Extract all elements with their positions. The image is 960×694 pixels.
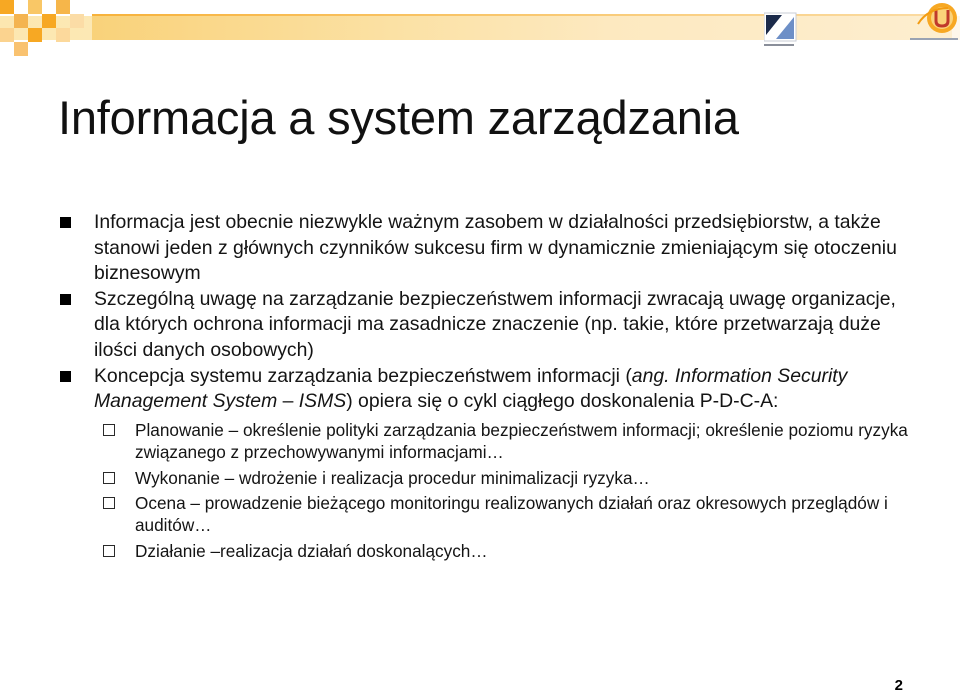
square-bullet-icon [60,371,71,382]
blue-logo-icon [764,11,798,49]
sub-item-text: Planowanie – określenie polityki zarządzania bezpieczeństwem informacji; określenie poziomu ryzyka związanego z przechowywanymi informacjami… [135,419,908,463]
bullet-text-term: ang. Information Security Management System [94,364,848,413]
sub-item [94,419,917,464]
hollow-square-bullet-icon [103,497,115,509]
sub-list [94,419,917,562]
hollow-square-bullet-icon [103,424,115,436]
bullet-text-acronym: ISMS [298,390,347,413]
bullet-text: Szczególną uwagę na zarządzanie bezpieczeństwem informacji zwracają uwagę organizacje, dla których ochrona informacji ma zasadnicze znaczenie (np. takie, które przetwarzają duże ilości danych osobowych) [94,287,896,361]
square-bullet-icon [60,217,71,228]
bullet-item [57,364,917,563]
bullet-item [57,287,917,364]
page-number: 2 [894,677,903,694]
header-band-gradient [92,16,952,40]
bullet-list [57,210,917,562]
bullet-text-tail: ) opiera się o cykl ciągłego doskonalenia P-D-C-A: [346,390,779,413]
slide-title: Informacja a system zarządzania [58,91,739,144]
sub-item-text: Działanie –realizacja działań doskonalących… [135,540,488,561]
bullet-text: Informacja jest obecnie niezwykle ważnym zasobem w działalności przedsiębiorstw, a także stanowi jeden z głównych czynników sukcesu firm w dynamicznie zmieniającym się otoczeniu biznesowym [94,211,897,285]
hollow-square-bullet-icon [103,545,115,557]
sub-item [94,540,917,562]
hollow-square-bullet-icon [103,472,115,484]
header-band-top-line [92,14,952,16]
bullet-item [57,210,917,287]
sub-item [94,492,917,537]
slide-content [57,210,917,565]
bullet-text-lead: Koncepcja systemu zarządzania bezpieczeństwem informacji ( [94,364,632,387]
sub-item-text: Ocena – prowadzenie bieżącego monitoringu realizowanych działań oraz okresowych przeglądów i auditów… [135,492,888,536]
sub-item-text: Wykonanie – wdrożenie i realizacja procedur minimalizacji ryzyka… [135,467,650,488]
orange-circle-logo-icon [908,2,960,44]
header-banner [0,0,960,56]
sub-item [94,467,917,489]
square-bullet-icon [60,294,71,305]
bullet-text-dash: – [277,390,299,413]
